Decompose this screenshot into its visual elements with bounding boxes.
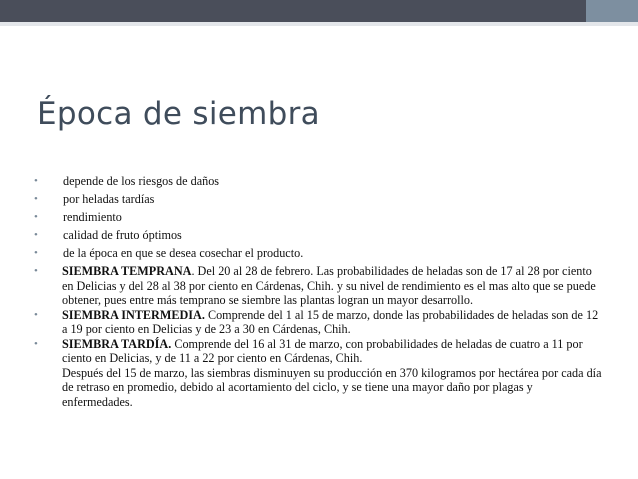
siembra-tardia-label: SIEMBRA TARDÍA. xyxy=(62,336,172,351)
bullet-siembra-temprana xyxy=(34,264,604,308)
bullet-marker: • xyxy=(34,247,38,260)
bullet-marker: • xyxy=(34,229,38,242)
bullet-text: depende de los riesgos de daños xyxy=(63,174,220,188)
bullet-text: por heladas tardías xyxy=(63,192,155,207)
bullet-marker: • xyxy=(34,211,38,224)
bullet-item xyxy=(34,246,604,261)
top-subbar xyxy=(0,22,638,26)
bullet-item xyxy=(34,192,604,207)
bullet-text: calidad de fruto óptimos xyxy=(63,228,182,243)
bullet-marker: • xyxy=(34,265,38,278)
bullet-item xyxy=(34,228,604,243)
slide-body xyxy=(34,174,604,409)
bullet-item xyxy=(34,210,604,225)
siembra-intermedia-label: SIEMBRA INTERMEDIA. xyxy=(62,307,205,322)
closing-paragraph: Después del 15 de marzo, las siembras disminuyen su producción en 370 kilogramos por hectárea por cada día de retraso en promedio, debido al acortamiento del ciclo, y se tiene una mayor daño por plagas y enfermedades. xyxy=(62,365,602,409)
bullet-text: rendimiento xyxy=(63,210,122,225)
bullet-marker: • xyxy=(34,308,38,321)
siembra-temprana-label: SIEMBRA TEMPRANA xyxy=(62,264,192,279)
slide-title: Época de siembra xyxy=(37,96,320,132)
top-bar xyxy=(0,0,638,22)
siembra-temprana-text: . Del 20 al 28 de febrero. Las probabilidades de heladas son de 17 al 28 por ciento en Delicias y del 28 al 38 por ciento en Cárdenas, Chih. y su nivel de rendimiento es el mas alto que se puede obtener, pues entre más temprano se siembre las plantas logran un mayor desarrollo. xyxy=(62,264,596,308)
bullet-text: de la época en que se desea cosechar el producto. xyxy=(63,246,304,261)
bullet-marker: • xyxy=(34,175,38,187)
bullet-marker: • xyxy=(34,337,38,350)
top-bar-accent xyxy=(586,0,638,22)
bullet-siembra-intermedia xyxy=(34,308,604,337)
siembra-tardia-text: Comprende del 16 al 31 de marzo, con probabilidades de heladas de cuatro a 11 por ciento en Delicias, y de 11 a 22 por ciento en Cárdenas, Chih. xyxy=(62,336,583,366)
siembra-intermedia-text: Comprende del 1 al 15 de marzo, donde las probabilidades de heladas son de 12 a 19 por ciento en Delicias y de 23 a 30 en Cárdenas, Chih. xyxy=(62,307,599,337)
bullet-item xyxy=(34,174,604,189)
bullet-marker: • xyxy=(34,193,38,206)
bullet-siembra-tardia xyxy=(34,337,604,366)
